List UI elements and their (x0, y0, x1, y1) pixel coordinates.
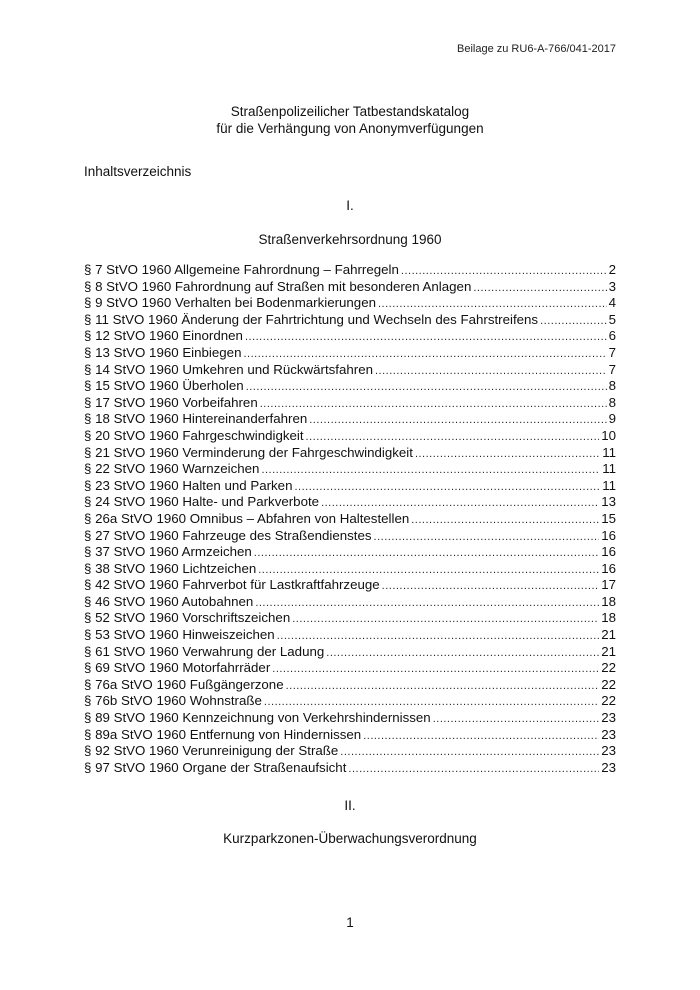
toc-entry-text: § 24 StVO 1960 Halte- und Parkverbote (84, 494, 320, 510)
toc-entry-page: 23 (601, 726, 616, 742)
toc-entry[interactable] (84, 561, 616, 578)
toc-entry-text: § 37 StVO 1960 Armzeichen (84, 544, 252, 560)
toc-entry[interactable] (84, 544, 616, 561)
toc-dot-leader (433, 711, 600, 727)
toc-entry[interactable] (84, 428, 616, 445)
toc-entry[interactable] (84, 660, 616, 677)
document-title (0, 103, 700, 137)
toc-entry-page: 8 (608, 394, 616, 410)
toc-entry-page: 9 (608, 411, 616, 427)
table-of-contents (84, 262, 616, 776)
toc-entry-page: 22 (601, 693, 616, 709)
toc-entry-text: § 42 StVO 1960 Fahrverbot für Lastkraftfahrzeuge (84, 577, 380, 593)
toc-dot-leader (306, 429, 600, 445)
toc-entry-text: § 27 StVO 1960 Fahrzeuge des Straßendienstes (84, 527, 372, 543)
document-reference: Beilage zu RU6-A-766/041-2017 (457, 43, 616, 55)
toc-entry-text: § 7 StVO 1960 Allgemeine Fahrordnung – Fahrregeln (84, 262, 399, 277)
toc-entry[interactable] (84, 362, 616, 379)
toc-entry-page: 11 (602, 444, 616, 460)
toc-dot-leader (243, 346, 606, 362)
toc-entry-page: 23 (601, 759, 616, 775)
toc-entry[interactable] (84, 511, 616, 528)
toc-dot-leader (245, 329, 607, 345)
toc-entry-text: § 9 StVO 1960 Verhalten bei Bodenmarkierungen (84, 295, 376, 311)
toc-entry-page: 2 (608, 262, 616, 277)
toc-entry[interactable] (84, 760, 616, 777)
toc-entry-page: 21 (601, 643, 616, 659)
toc-entry-page: 16 (601, 527, 616, 543)
toc-entry[interactable] (84, 262, 616, 279)
toc-entry-text: § 8 StVO 1960 Fahrordnung auf Straßen mit besonderen Anlagen (84, 278, 472, 294)
toc-dot-leader (340, 744, 599, 760)
toc-entry[interactable] (84, 395, 616, 412)
toc-entry-text: § 18 StVO 1960 Hintereinanderfahren (84, 411, 308, 427)
toc-entry-page: 7 (608, 361, 616, 377)
toc-entry-page: 23 (601, 710, 616, 726)
toc-entry-page: 3 (608, 278, 616, 294)
toc-dot-leader (294, 479, 600, 495)
section-1-title: Straßenverkehrsordnung 1960 (258, 232, 442, 247)
toc-entry[interactable] (84, 693, 616, 710)
toc-entry-text: § 76a StVO 1960 Fußgängerzone (84, 676, 284, 692)
toc-dot-leader (277, 628, 600, 644)
toc-entry-text: § 89a StVO 1960 Entfernung von Hindernissen (84, 726, 362, 742)
toc-entry-page: 5 (608, 311, 616, 327)
toc-dot-leader (326, 645, 599, 661)
toc-dot-leader (411, 512, 599, 528)
toc-entry-page: 17 (601, 577, 616, 593)
toc-entry-text: § 89 StVO 1960 Kennzeichnung von Verkehrshindernissen (84, 710, 431, 726)
toc-entry-page: 10 (601, 427, 616, 443)
toc-dot-leader (415, 446, 600, 462)
toc-entry-text: § 22 StVO 1960 Warnzeichen (84, 461, 260, 477)
toc-entry-text: § 17 StVO 1960 Vorbeifahren (84, 394, 258, 410)
toc-entry[interactable] (84, 328, 616, 345)
toc-entry[interactable] (84, 610, 616, 627)
toc-dot-leader (260, 396, 607, 412)
toc-dot-leader (473, 280, 606, 296)
toc-dot-leader (286, 678, 600, 694)
toc-dot-leader (540, 313, 607, 329)
toc-entry-text: § 46 StVO 1960 Autobahnen (84, 593, 254, 609)
toc-dot-leader (261, 462, 600, 478)
toc-entry-page: 18 (601, 610, 616, 626)
toc-dot-leader (374, 529, 600, 545)
toc-entry-page: 13 (601, 494, 616, 510)
toc-dot-leader (292, 611, 599, 627)
toc-entry-page: 21 (601, 627, 616, 643)
toc-entry-text: § 13 StVO 1960 Einbiegen (84, 344, 242, 360)
toc-dot-leader (246, 379, 607, 395)
toc-entry-text: § 76b StVO 1960 Wohnstraße (84, 693, 262, 709)
toc-dot-leader (255, 595, 599, 611)
toc-entry-text: § 11 StVO 1960 Änderung der Fahrtrichtung und Wechseln des Fahrstreifens (84, 311, 539, 327)
toc-dot-leader (258, 562, 599, 578)
toc-entry-text: § 97 StVO 1960 Organe der Straßenaufsicht (84, 759, 347, 775)
toc-entry-page: 7 (608, 344, 616, 360)
toc-dot-leader (363, 728, 599, 744)
toc-entry[interactable] (84, 478, 616, 495)
toc-dot-leader (382, 578, 600, 594)
toc-entry-page: 18 (601, 593, 616, 609)
toc-entry-text: § 12 StVO 1960 Einordnen (84, 328, 243, 344)
toc-entry-page: 6 (608, 328, 616, 344)
toc-dot-leader (378, 296, 607, 312)
toc-entry[interactable] (84, 627, 616, 644)
section-2-number: II. (344, 798, 356, 813)
toc-entry[interactable] (84, 528, 616, 545)
title-line-2: für die Verhängung von Anonymverfügungen (216, 121, 484, 136)
toc-entry-page: 11 (602, 477, 616, 493)
toc-entry[interactable] (84, 677, 616, 694)
toc-dot-leader (348, 761, 599, 777)
page-number: 1 (346, 915, 354, 930)
title-line-1: Straßenpolizeilicher Tatbestandskatalog (230, 104, 470, 119)
toc-dot-leader (272, 661, 599, 677)
section-1-number: I. (346, 198, 354, 213)
toc-entry-text: § 53 StVO 1960 Hinweiszeichen (84, 627, 275, 643)
toc-dot-leader (401, 263, 607, 279)
toc-dot-leader (254, 545, 599, 561)
section-2-title: Kurzparkzonen-Überwachungsverordnung (223, 831, 477, 846)
toc-entry-text: § 20 StVO 1960 Fahrgeschwindigkeit (84, 427, 304, 443)
toc-entry-page: 8 (608, 378, 616, 394)
toc-entry[interactable] (84, 445, 616, 462)
toc-entry-page: 22 (601, 676, 616, 692)
toc-entry-text: § 26a StVO 1960 Omnibus – Abfahren von Haltestellen (84, 510, 410, 526)
toc-entry[interactable] (84, 378, 616, 395)
toc-entry-text: § 21 StVO 1960 Verminderung der Fahrgeschwindigkeit (84, 444, 413, 460)
toc-entry[interactable] (84, 461, 616, 478)
toc-entry[interactable] (84, 644, 616, 661)
toc-entry[interactable] (84, 727, 616, 744)
toc-entry-text: § 92 StVO 1960 Verunreinigung der Straße (84, 743, 339, 759)
toc-dot-leader (321, 495, 599, 511)
toc-entry[interactable] (84, 411, 616, 428)
toc-entry-page: 4 (608, 295, 616, 311)
toc-entry-text: § 52 StVO 1960 Vorschriftszeichen (84, 610, 291, 626)
toc-entry-text: § 15 StVO 1960 Überholen (84, 378, 244, 394)
toc-entry[interactable] (84, 577, 616, 594)
toc-entry[interactable] (84, 312, 616, 329)
toc-dot-leader (264, 694, 599, 710)
toc-entry-page: 16 (601, 544, 616, 560)
toc-entry[interactable] (84, 279, 616, 296)
toc-entry-text: § 69 StVO 1960 Motorfahrräder (84, 660, 271, 676)
toc-entry[interactable] (84, 494, 616, 511)
toc-entry[interactable] (84, 594, 616, 611)
toc-entry-text: § 61 StVO 1960 Verwahrung der Ladung (84, 643, 325, 659)
toc-entry-text: § 14 StVO 1960 Umkehren und Rückwärtsfahren (84, 361, 373, 377)
toc-entry-page: 11 (602, 461, 616, 477)
toc-entry-page: 22 (601, 660, 616, 676)
toc-entry-page: 15 (601, 510, 616, 526)
toc-dot-leader (375, 363, 607, 379)
toc-entry[interactable] (84, 743, 616, 760)
toc-entry[interactable] (84, 345, 616, 362)
toc-dot-leader (309, 412, 606, 428)
toc-entry-text: § 23 StVO 1960 Halten und Parken (84, 477, 293, 493)
toc-entry-page: 23 (601, 743, 616, 759)
toc-heading: Inhaltsverzeichnis (84, 164, 192, 179)
toc-entry-page: 16 (601, 560, 616, 576)
toc-entry[interactable] (84, 295, 616, 312)
toc-entry[interactable] (84, 710, 616, 727)
toc-entry-text: § 38 StVO 1960 Lichtzeichen (84, 560, 257, 576)
